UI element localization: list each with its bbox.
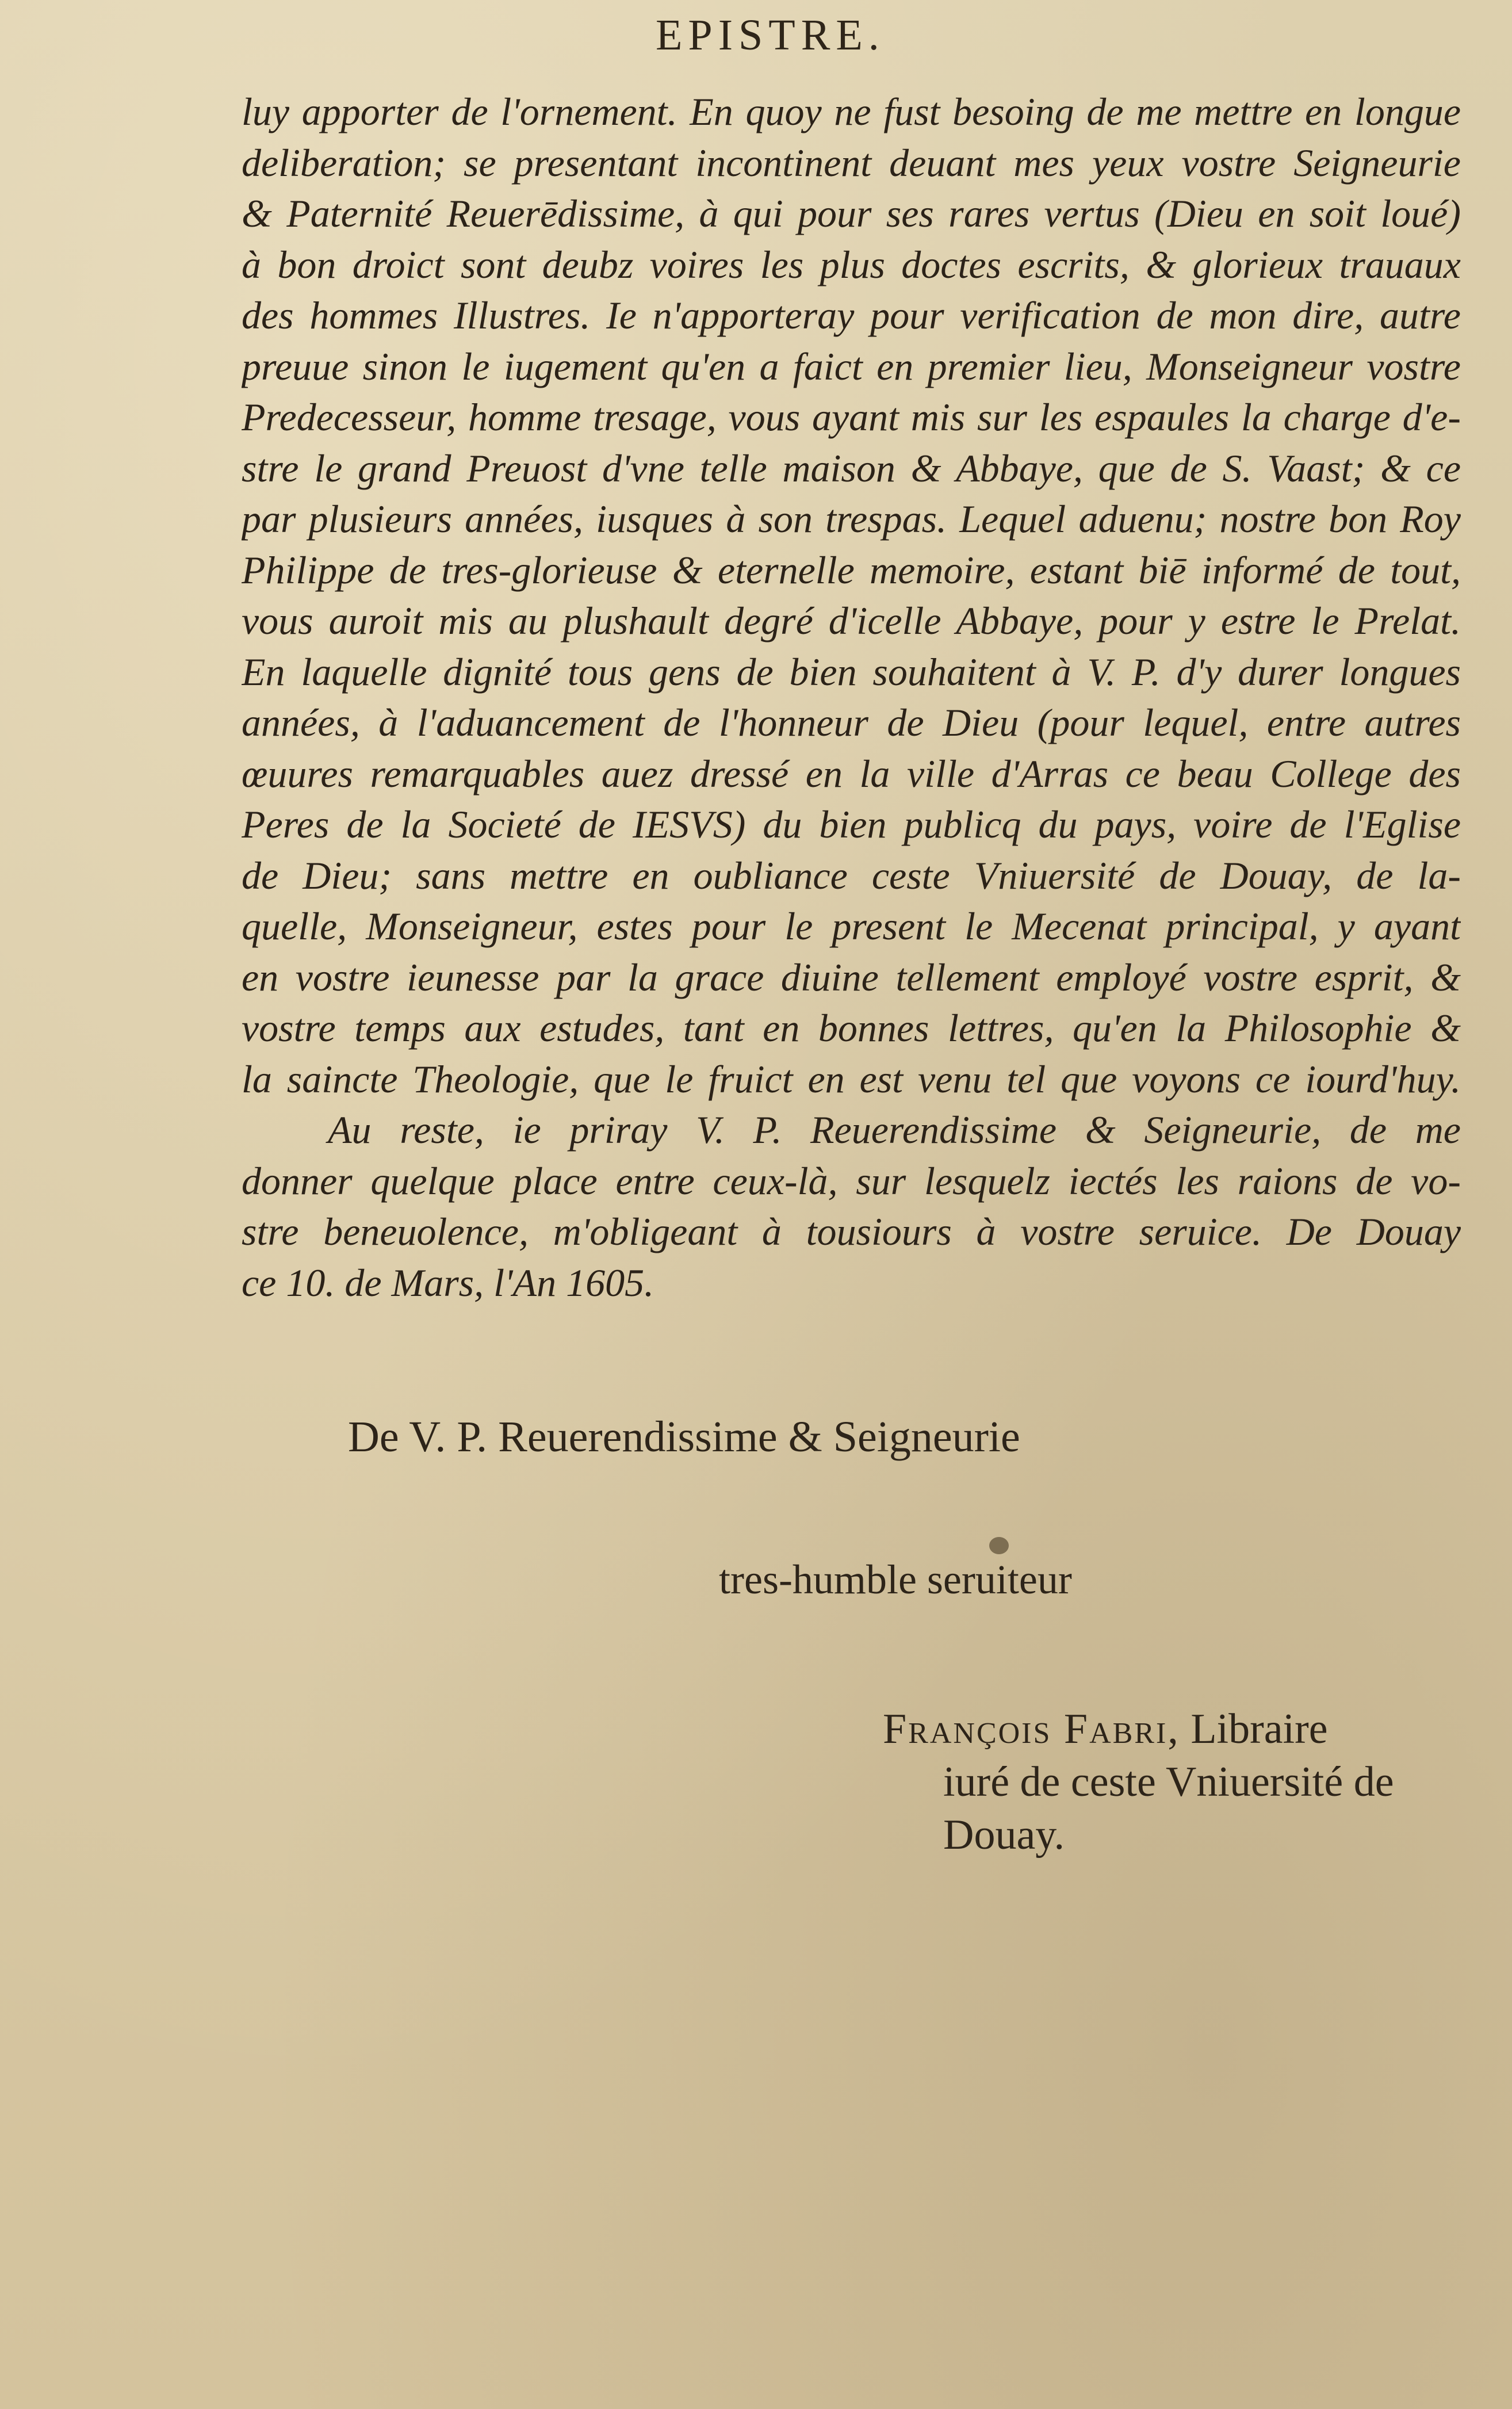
epistle-body (242, 86, 1461, 1308)
body-line: quelle, Monseigneur, estes pour le present le Mecenat principal, y ayant (242, 904, 1461, 948)
signature-line-1 (883, 1703, 1469, 1756)
page-header-title: EPISTRE. (656, 11, 885, 59)
humble-servant-line: tres-humble seruiteur (719, 1557, 1072, 1603)
signature-name: François Fabri, (883, 1706, 1180, 1753)
signature-block (883, 1703, 1469, 1861)
body-line: deliberation; se presentant incontinent deuant mes yeux vostre Seigneurie (242, 140, 1461, 185)
body-line: vous auroit mis au plushault degré d'icelle Abbaye, pour y estre le Prelat. (242, 599, 1461, 643)
body-line: par plusieurs années, iusques à son trespas. Lequel aduenu; nostre bon Roy (242, 497, 1461, 541)
signature-role: Libraire (1191, 1706, 1328, 1753)
ink-blot-decoration (989, 1537, 1009, 1554)
body-line: Predecesseur, homme tresage, vous ayant mis sur les espaules la charge d'e- (242, 395, 1461, 439)
body-line: donner quelque place entre ceux-là, sur lesquelz iectés les raions de vo- (242, 1158, 1461, 1203)
body-line: stre beneuolence, m'obligeant à tousiours à vostre seruice. De Douay (242, 1210, 1461, 1253)
body-line: de Dieu; sans mettre en oubliance ceste Vniuersité de Douay, de la- (242, 853, 1461, 897)
body-line: des hommes Illustres. Ie n'apporteray pour verification de mon dire, autre (242, 293, 1461, 337)
body-line: preuue sinon le iugement qu'en a faict en premier lieu, Monseigneur vostre (242, 344, 1461, 388)
body-line: œuures remarquables auez dressé en la ville d'Arras ce beau College des (242, 751, 1461, 796)
body-line: Peres de la Societé de IESVS) du bien publicq du pays, voire de l'Eglise (242, 802, 1461, 846)
body-line: Au reste, ie priray V. P. Reuerendissime & Seigneurie, de me (328, 1108, 1461, 1152)
body-line: luy apporter de l'ornement. En quoy ne fust besoing de me mettre en longue (242, 90, 1461, 133)
signature-line-2: iuré de ceste Vniuersité de (943, 1758, 1394, 1806)
signature-line-3: Douay. (943, 1811, 1065, 1859)
body-line: années, à l'aduancement de l'honneur de Dieu (pour lequel, entre autres (242, 701, 1461, 744)
body-line: la saincte Theologie, que le fruict en est venu tel que voyons ce iourd'huy. (242, 1057, 1461, 1101)
body-line: Philippe de tres-glorieuse & eternelle memoire, estant biē informé de tout, (242, 548, 1461, 592)
body-line: à bon droict sont deubz voires les plus doctes escrits, & glorieux trauaux (242, 242, 1461, 286)
body-line: stre le grand Preuost d'vne telle maison & Abbaye, que de S. Vaast; & ce (242, 446, 1461, 490)
body-line: & Paternité Reuerēdissime, à qui pour ses rares vertus (Dieu en soit loué) (242, 192, 1461, 235)
body-line: En laquelle dignité tous gens de bien souhaitent à V. P. d'y durer longues (242, 649, 1461, 694)
body-line: en vostre ieunesse par la grace diuine tellement employé vostre esprit, & (242, 955, 1461, 999)
closing-salutation: De V. P. Reuerendissime & Seigneurie (348, 1413, 1020, 1461)
body-line: ce 10. de Mars, l'An 1605. (242, 1260, 654, 1305)
body-line: vostre temps aux estudes, tant en bonnes lettres, qu'en la Philosophie & (242, 1006, 1461, 1050)
